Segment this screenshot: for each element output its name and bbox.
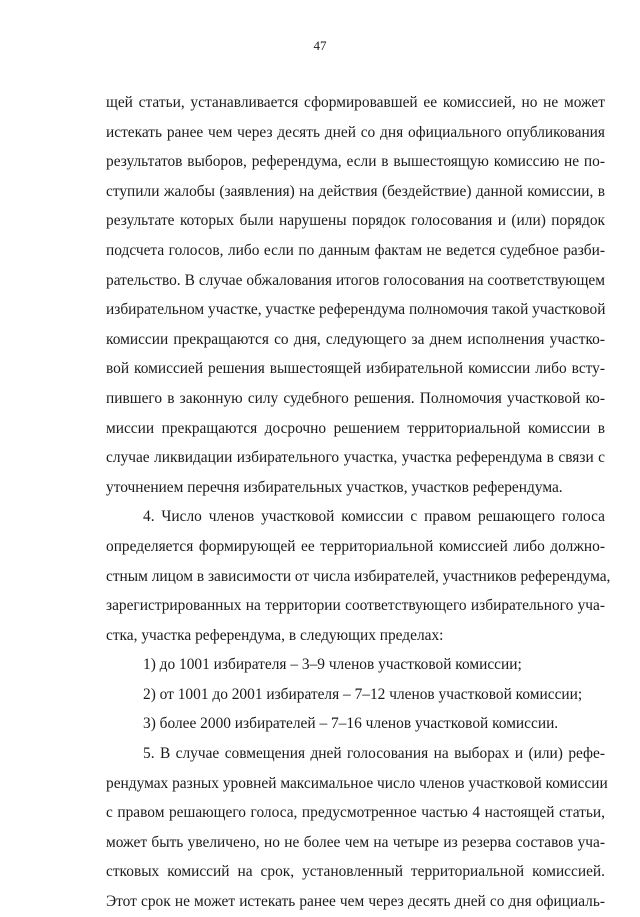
list-item-3: 3) более 2000 избирателей – 7–16 членов участковой комиссии. [143, 715, 559, 733]
text-line: щей статьи, устанавливается сформировавшей ее комиссией, но не может [106, 94, 605, 111]
text-line: подсчета голосов, либо если по данным фактам не ведется судебное разби- [106, 241, 605, 259]
text-line: уточнением перечня избирательных участков, участков референдума. [106, 478, 563, 496]
text-line: ступили жалобы (заявления) на действия (бездействие) данной комиссии, в [106, 182, 605, 200]
text-line: с правом решающего голоса, предусмотренное частью 4 настоящей статьи, [106, 804, 605, 822]
text-line: зарегистрированных на территории соответствующего избирательного уча- [106, 597, 605, 615]
page-number: 47 [313, 38, 327, 53]
text-line: вой комиссией решения вышестоящей избирательной комиссии либо всту- [106, 360, 605, 378]
text-line: стка, участка референдума, в следующих пределах: [106, 626, 444, 644]
text-line: избирательном участке, участке референдума полномочия такой участковой [106, 301, 606, 319]
paragraph-4-start: 4. Число членов участковой комиссии с правом решающего голоса [143, 508, 605, 526]
text-line: миссии прекращаются досрочно решением территориальной комиссии в [106, 419, 605, 437]
document-body [106, 88, 611, 917]
text-line: случае ликвидации избирательного участка, участка референдума в связи с [106, 449, 605, 467]
paragraph-5-start: 5. В случае совмещения дней голосования на выборах и (или) рефе- [143, 745, 605, 763]
text-line: пившего в законную силу судебного решения. Полномочия участковой ко- [106, 389, 605, 407]
text-line: результатов выборов, референдума, если в вышестоящую комиссию не по- [106, 153, 605, 171]
text-line: результате которых были нарушены порядок голосования и (или) порядок [106, 212, 605, 230]
text-line: стным лицом в зависимости от числа избирателей, участников референдума, [106, 567, 611, 585]
text-line: Этот срок не может истекать ранее чем через десять дней со дня официаль- [106, 893, 605, 911]
text-line: определяется формирующей ее территориальной комиссией либо должно- [106, 537, 605, 555]
list-item-1: 1) до 1001 избирателя – 3–9 членов участковой комиссии; [143, 656, 522, 674]
text-line: стковых комиссий на срок, установленный территориальной комиссией. [106, 863, 605, 881]
text-line: может быть увеличено, но не более чем на четыре из резерва составов уча- [106, 833, 605, 851]
text-line: рательство. В случае обжалования итогов голосования на соответствующем [106, 271, 605, 289]
text-line: истекать ранее чем через десять дней со дня официального опубликования [106, 123, 605, 141]
list-item-2: 2) от 1001 до 2001 избирателя – 7–12 членов участковой комиссии; [143, 685, 583, 703]
text-line: рендумах разных уровней максимальное число членов участковой комиссии [106, 774, 608, 792]
text-line: комиссии прекращаются со дня, следующего за днем исполнения участко- [106, 330, 605, 348]
